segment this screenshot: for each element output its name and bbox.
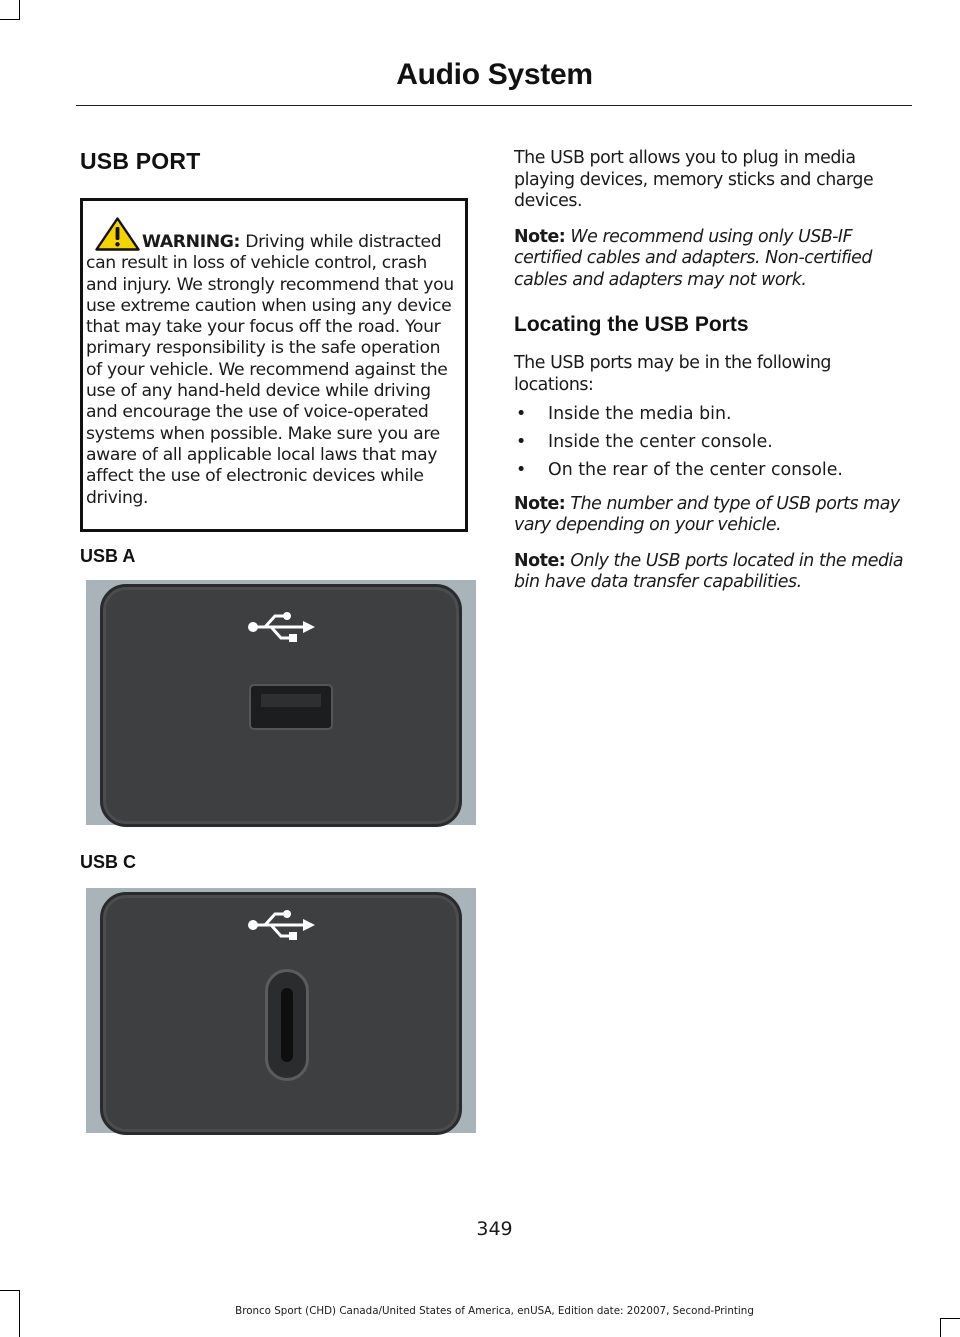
note-text: Only the USB ports located in the media bin have data transfer capabilities. <box>514 550 904 592</box>
list-item-text: Inside the media bin. <box>548 404 732 424</box>
locations-list <box>514 404 912 482</box>
crop-mark <box>940 1318 941 1337</box>
subheading-locating: Locating the USB Ports <box>514 313 749 336</box>
usb-symbol-icon <box>247 611 317 643</box>
usb-symbol-icon <box>247 909 317 941</box>
usb-c-panel <box>100 892 462 1135</box>
left-column <box>80 140 474 872</box>
usb-c-port-slot <box>281 988 293 1062</box>
crop-mark <box>940 1318 960 1319</box>
warning-label: WARNING: <box>142 232 241 252</box>
list-item-text: Inside the center console. <box>548 432 773 452</box>
crop-mark <box>0 1290 20 1291</box>
note-certified-cables <box>514 227 912 292</box>
page-number: 349 <box>476 1218 513 1240</box>
locations-intro: The USB ports may be in the following locations: <box>514 353 831 395</box>
note-label: Note: <box>514 550 566 571</box>
crop-mark <box>19 0 20 20</box>
note-text: We recommend using only USB-IF certified cables and adapters. Non-certified cables and adapters may not work. <box>514 226 872 290</box>
right-column <box>514 148 912 608</box>
usb-c-port <box>265 969 309 1081</box>
bullet: • <box>516 460 527 480</box>
usb-a-label: USB A <box>80 546 136 566</box>
note-number-type <box>514 494 912 537</box>
page-header-title: Audio System <box>396 58 593 91</box>
usb-a-panel <box>100 584 462 827</box>
warning-text: Driving while distracted can result in loss of vehicle control, crash and injury. We strongly recommend that you use extreme caution when using any device that may take your focus off the road. Your primary responsibility is the safe operation of your vehicle. We recommend against the use of any hand-held device while driving and encourage the use of voice-operated systems when possible. Make sure you are aware of all applicable local laws that may affect the use of electronic devices while driving. <box>86 232 454 508</box>
usb-c-image <box>86 888 476 1133</box>
warning-box <box>80 198 468 532</box>
list-item <box>514 404 912 426</box>
note-label: Note: <box>514 226 566 247</box>
footer-edition: Bronco Sport (CHD) Canada/United States of America, enUSA, Edition date: 202007, Second-Printing <box>235 1305 754 1317</box>
usb-a-port <box>249 684 333 730</box>
list-item-text: On the rear of the center console. <box>548 460 843 480</box>
usb-c-label: USB C <box>80 852 137 872</box>
list-item <box>514 460 912 482</box>
crop-mark <box>0 19 20 20</box>
note-label: Note: <box>514 493 566 514</box>
section-title: USB PORT <box>80 148 201 174</box>
warning-triangle-icon <box>95 217 140 251</box>
list-item <box>514 432 912 454</box>
bullet: • <box>516 432 527 452</box>
note-text: The number and type of USB ports may vary depending on your vehicle. <box>514 493 900 535</box>
bullet: • <box>516 404 527 424</box>
intro-paragraph: The USB port allows you to plug in media playing devices, memory sticks and charge devices. <box>514 148 874 211</box>
header-rule <box>76 105 912 106</box>
usb-a-image <box>86 580 476 825</box>
note-data-transfer <box>514 551 912 594</box>
usb-a-port-tongue <box>261 694 321 707</box>
